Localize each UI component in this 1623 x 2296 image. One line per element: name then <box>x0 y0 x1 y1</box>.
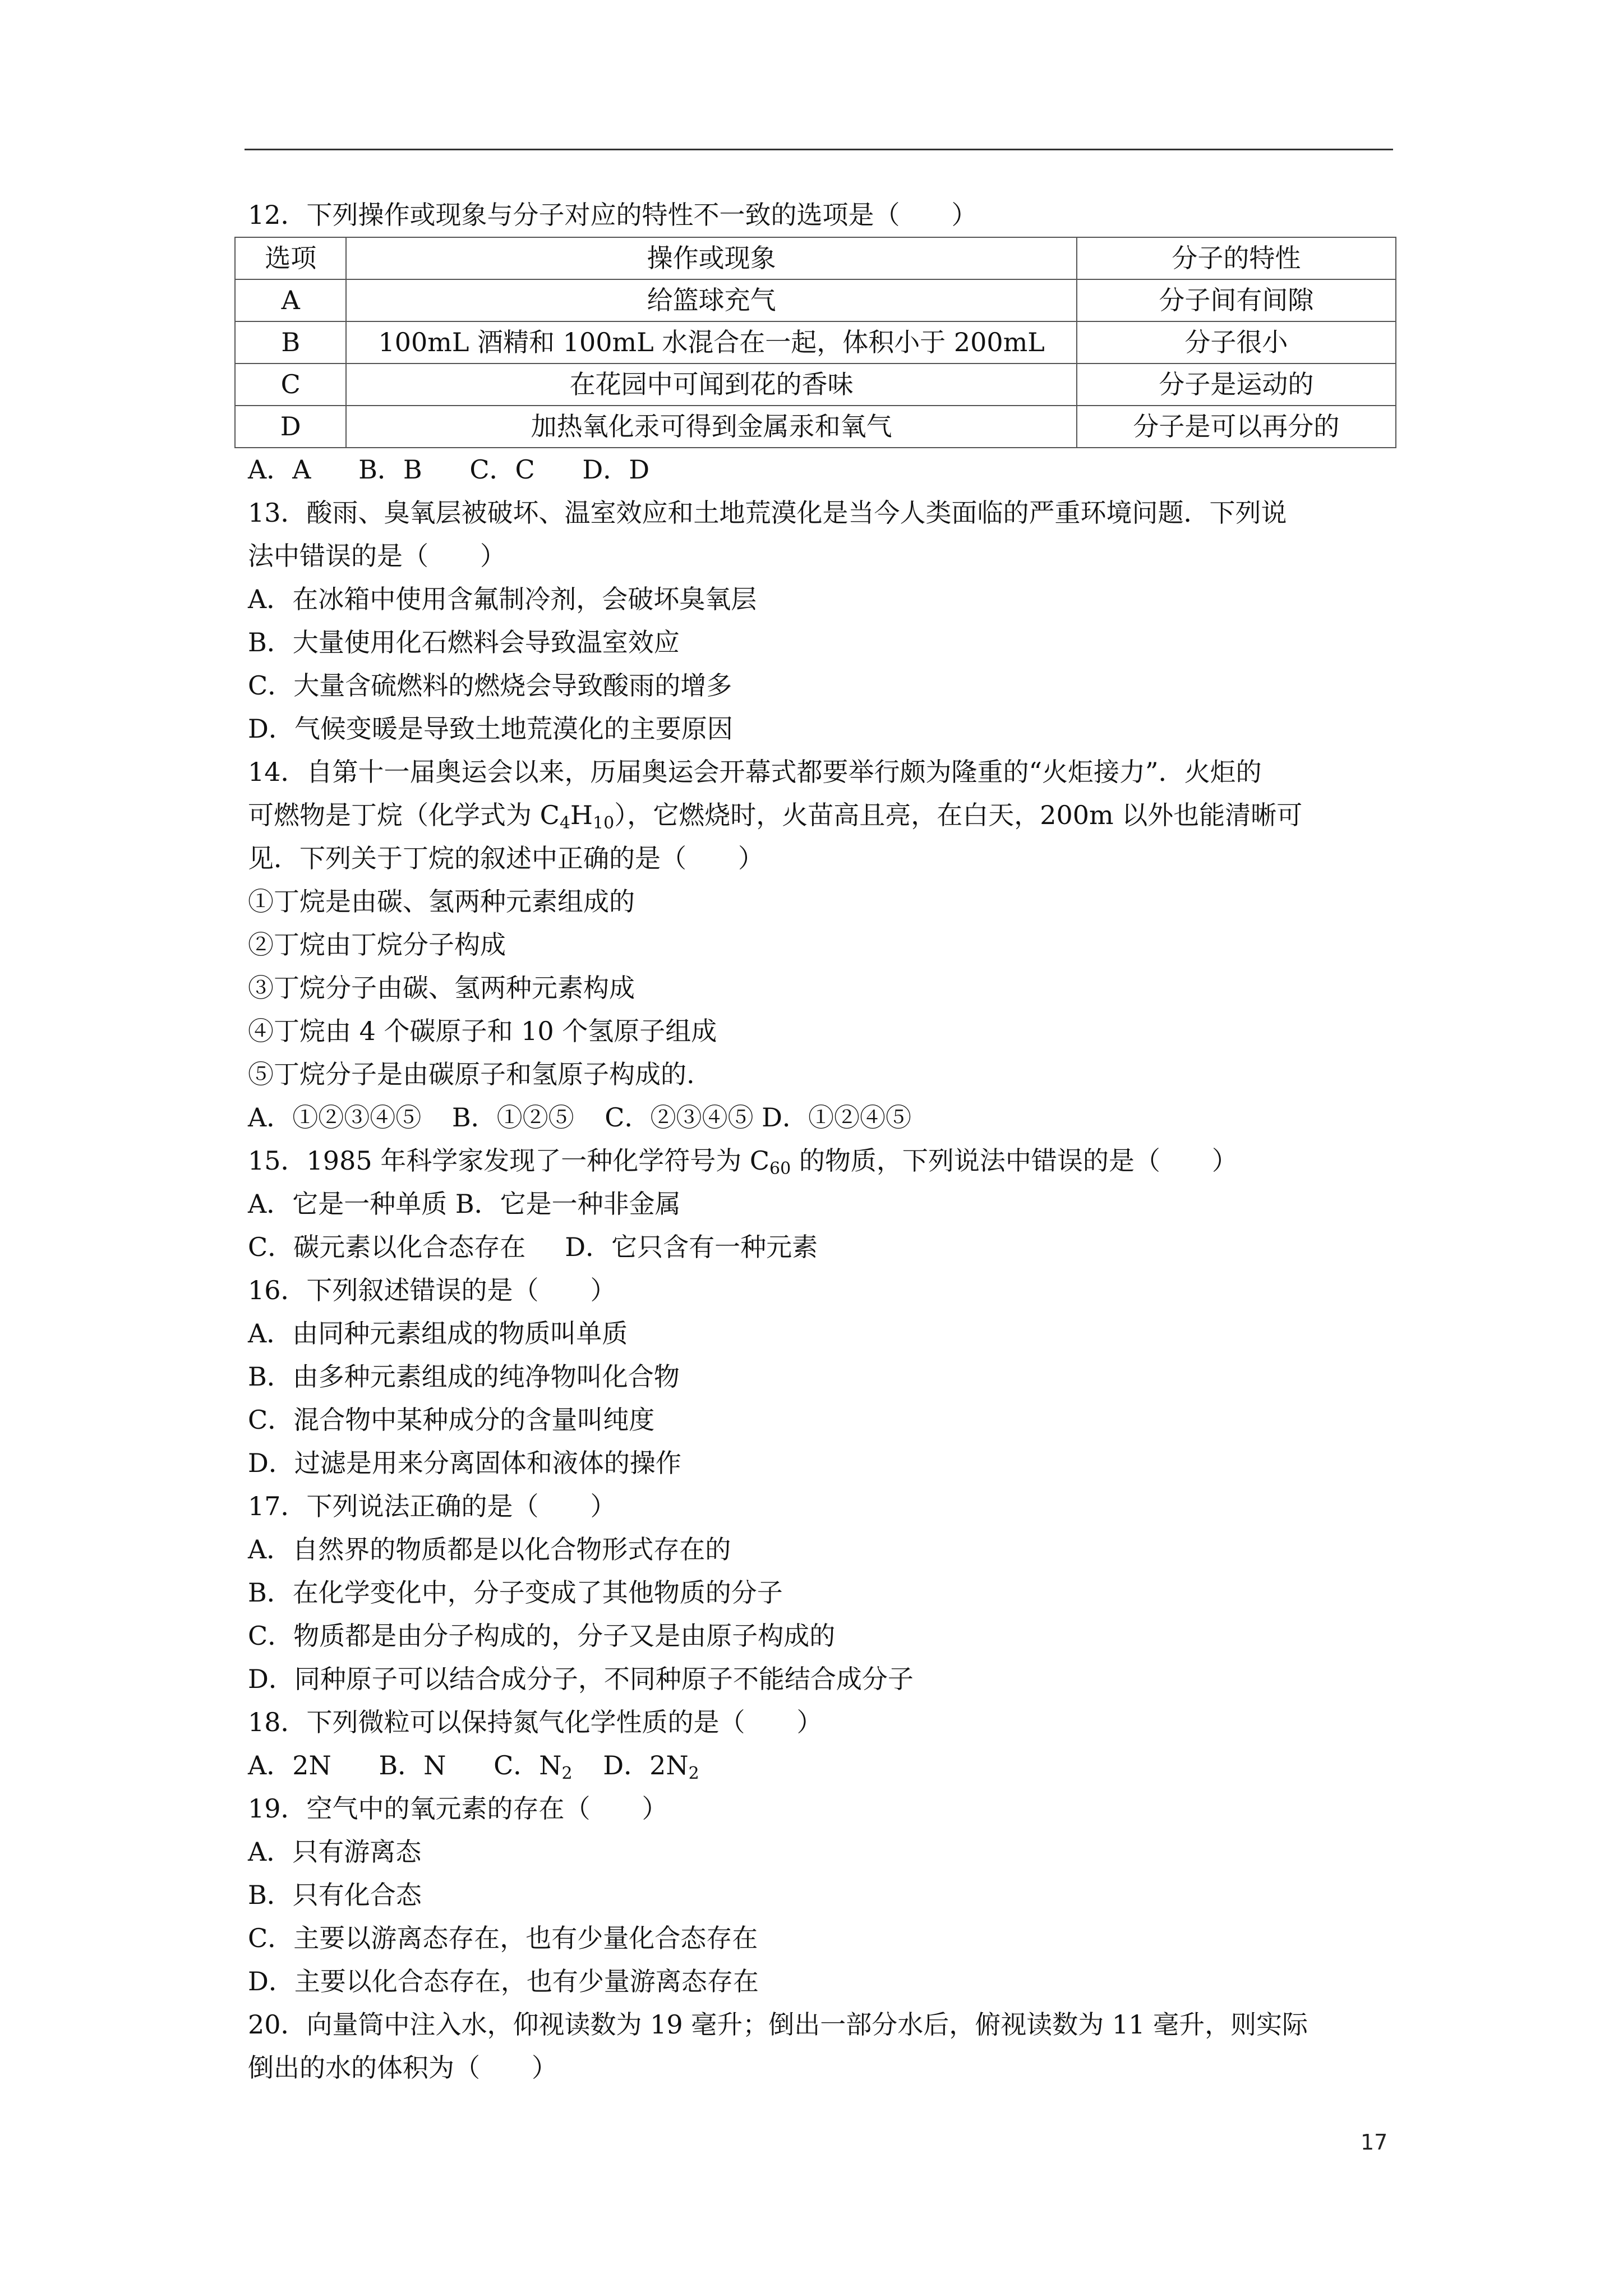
q16-option-c: C．混合物中某种成分的含量叫纯度 <box>248 1405 655 1435</box>
subscript: 2 <box>561 1764 573 1783</box>
table-header-row <box>235 237 1396 279</box>
option-d: D．①②④⑤ <box>762 1102 912 1133</box>
text-span: ），它燃烧时，火苗高且亮，在白天，200m 以外也能清晰可 <box>614 800 1303 830</box>
q20-stem-line2: 倒出的水的体积为（ ） <box>248 2053 557 2083</box>
q17-option-b: B．在化学变化中，分子变成了其他物质的分子 <box>248 1577 783 1608</box>
q14-statement-5: ⑤丁烷分子是由碳原子和氢原子构成的. <box>248 1059 695 1089</box>
q14-statement-4: ④丁烷由 4 个碳原子和 10 个氢原子组成 <box>248 1016 717 1046</box>
subscript: 4 <box>559 813 570 833</box>
text-span: H <box>570 800 593 830</box>
subscript: 10 <box>593 813 615 833</box>
q15-options-line2 <box>248 1226 1398 1269</box>
subscript: 60 <box>769 1159 791 1179</box>
q17-stem: 17．下列说法正确的是（ ） <box>248 1491 616 1521</box>
exam-content <box>248 194 1398 2090</box>
table-cell: 加热氧化汞可得到金属汞和氧气 <box>346 406 1076 448</box>
table-cell: B <box>235 321 346 364</box>
table-header-cell: 选项 <box>235 237 346 279</box>
q17-option-c: C．物质都是由分子构成的，分子又是由原子构成的 <box>248 1621 836 1651</box>
q14-stem-line1: 14．自第十一届奥运会以来，历届奥运会开幕式都要举行颇为隆重的“火炬接力”．火炬的 <box>248 757 1262 787</box>
table-cell: A <box>235 279 346 321</box>
text-span: D．2N <box>603 1750 689 1780</box>
option-a: A．A <box>248 454 311 485</box>
q16-stem: 16．下列叙述错误的是（ ） <box>248 1275 616 1305</box>
option-c: C．②③④⑤ <box>605 1102 754 1133</box>
q16-option-d: D．过滤是用来分离固体和液体的操作 <box>248 1448 681 1478</box>
text-span: 的物质，下列说法中错误的是（ ） <box>791 1145 1238 1176</box>
q12-options <box>248 448 1398 491</box>
text-span: 15．1985 年科学家发现了一种化学符号为 C <box>248 1145 770 1176</box>
q19-option-b: B．只有化合态 <box>248 1880 422 1910</box>
q14-stem-line2 <box>248 794 1398 837</box>
table-row <box>235 279 1396 321</box>
q18-options <box>248 1744 1398 1787</box>
table-cell: 给篮球充气 <box>346 279 1076 321</box>
q17-option-a: A．自然界的物质都是以化合物形式存在的 <box>248 1534 731 1565</box>
q14-options <box>248 1096 1398 1139</box>
q14-stem-line3: 见．下列关于丁烷的叙述中正确的是（ ） <box>248 843 764 873</box>
option-c: C．C <box>469 454 535 485</box>
table-cell: 分子很小 <box>1077 321 1396 364</box>
table-cell: C <box>235 364 346 406</box>
q13-option-d: D．气候变暖是导致土地荒漠化的主要原因 <box>248 714 733 744</box>
option-b: B．B <box>358 454 422 485</box>
option-d: D．D <box>582 454 650 485</box>
q20-stem-line1: 20．向量筒中注入水，仰视读数为 19 毫升；倒出一部分水后，俯视读数为 11 毫升，则实际 <box>248 2009 1308 2040</box>
text-span: 可燃物是丁烷（化学式为 C <box>248 800 560 830</box>
q15-stem <box>248 1139 1398 1182</box>
q17-option-d: D．同种原子可以结合成分子，不同种原子不能结合成分子 <box>248 1664 914 1694</box>
q14-statement-2: ②丁烷由丁烷分子构成 <box>248 930 506 960</box>
table-header-cell: 操作或现象 <box>346 237 1076 279</box>
q12-stem: 12．下列操作或现象与分子对应的特性不一致的选项是（ ） <box>248 200 978 230</box>
table-row <box>235 321 1396 364</box>
subscript: 2 <box>688 1764 699 1783</box>
q13-option-c: C．大量含硫燃料的燃烧会导致酸雨的增多 <box>248 670 732 701</box>
q13-option-a: A．在冰箱中使用含氟制冷剂，会破坏臭氧层 <box>248 584 757 614</box>
q18-stem: 18．下列微粒可以保持氮气化学性质的是（ ） <box>248 1707 823 1737</box>
table-row <box>235 364 1396 406</box>
q13-stem-line1: 13．酸雨、臭氧层被破坏、温室效应和土地荒漠化是当今人类面临的严重环境问题．下列说 <box>248 498 1287 528</box>
table-header-cell: 分子的特性 <box>1077 237 1396 279</box>
q16-option-b: B．由多种元素组成的纯净物叫化合物 <box>248 1361 680 1392</box>
option-a: A．2N <box>248 1750 331 1780</box>
option-c: C．碳元素以化合态存在 <box>248 1232 526 1262</box>
table-cell: 分子是可以再分的 <box>1077 406 1396 448</box>
option-d: D．它只含有一种元素 <box>565 1232 818 1262</box>
table-cell: 分子间有间隙 <box>1077 279 1396 321</box>
q19-option-d: D．主要以化合态存在，也有少量游离态存在 <box>248 1966 759 1996</box>
q14-statement-3: ③丁烷分子由碳、氢两种元素构成 <box>248 973 635 1003</box>
q15-options-line1: A．它是一种单质 B．它是一种非金属 <box>248 1189 681 1219</box>
text-span: C．N <box>494 1750 562 1780</box>
q19-option-a: A．只有游离态 <box>248 1837 422 1867</box>
q12-table <box>234 237 1396 448</box>
table-cell: 在花园中可闻到花的香味 <box>346 364 1076 406</box>
q13-option-b: B．大量使用化石燃料会导致温室效应 <box>248 627 680 657</box>
option-d <box>603 1750 699 1783</box>
q13-stem-line2: 法中错误的是（ ） <box>248 541 506 571</box>
table-row <box>235 406 1396 448</box>
header-rule <box>245 149 1393 150</box>
table-cell: D <box>235 406 346 448</box>
q16-option-a: A．由同种元素组成的物质叫单质 <box>248 1318 628 1349</box>
option-a: A．①②③④⑤ <box>248 1102 422 1133</box>
q19-option-c: C．主要以游离态存在，也有少量化合态存在 <box>248 1923 758 1953</box>
option-c <box>494 1750 573 1783</box>
option-b: B．①②⑤ <box>451 1102 574 1133</box>
table-cell: 100mL 酒精和 100mL 水混合在一起，体积小于 200mL <box>346 321 1076 364</box>
q19-stem: 19．空气中的氧元素的存在（ ） <box>248 1793 668 1824</box>
q14-statement-1: ①丁烷是由碳、氢两种元素组成的 <box>248 886 635 917</box>
option-b: B．N <box>379 1750 446 1780</box>
table-cell: 分子是运动的 <box>1077 364 1396 406</box>
page-number: 17 <box>1361 2130 1388 2155</box>
